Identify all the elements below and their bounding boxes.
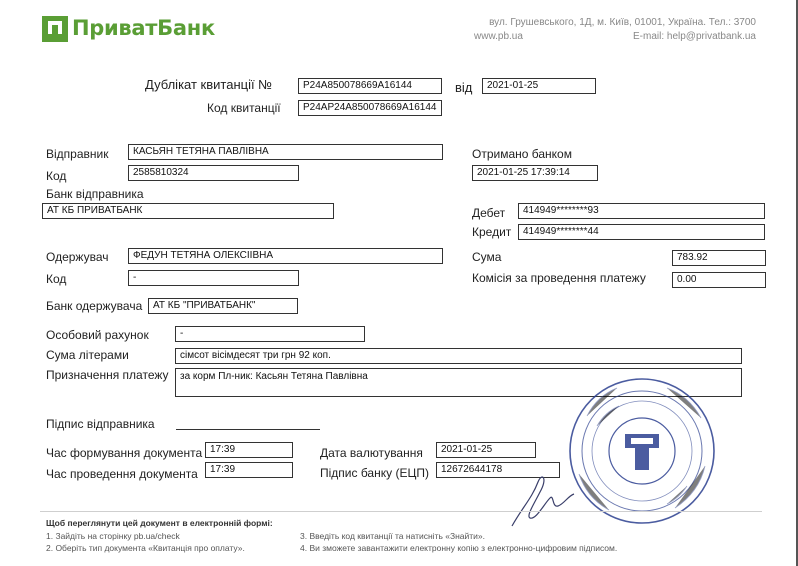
recipient-code-label: Код <box>46 272 67 286</box>
formed-time-label: Час формування документа <box>46 446 203 460</box>
signature-scribble-icon <box>508 468 578 530</box>
recipient-label: Одержувач <box>46 250 109 264</box>
footer-step-2: 2. Оберіть тип документа «Квитанція про оплату». <box>46 543 245 553</box>
processed-time-label: Час проведення документа <box>46 467 198 481</box>
purpose-field: за корм Пл-ник: Касьян Тетяна Павлівна <box>175 368 742 397</box>
bank-seal-icon <box>567 376 717 526</box>
receipt-code-field: P24AP24A850078669A16144 <box>298 100 442 116</box>
account-field: - <box>175 326 365 342</box>
sum-field: 783.92 <box>672 250 766 266</box>
footer-step-3: 3. Введіть код квитанції та натисніть «Знайти». <box>300 531 486 541</box>
formed-time-field: 17:39 <box>205 442 293 458</box>
sum-label: Сума <box>472 250 502 264</box>
commission-field: 0.00 <box>672 272 766 288</box>
bank-signature-field: 12672644178 <box>436 462 560 478</box>
received-label: Отримано банком <box>472 147 572 161</box>
sum-words-label: Сума літерами <box>46 348 129 362</box>
footer-step-1: 1. Зайдіть на сторінку pb.ua/check <box>46 531 180 541</box>
receipt-code-label: Код квитанції <box>207 101 281 115</box>
credit-label: Кредит <box>472 225 512 239</box>
value-date-label: Дата валютування <box>320 446 423 460</box>
sender-label: Відправник <box>46 147 109 161</box>
duplicate-label: Дублікат квитанції № <box>145 77 273 92</box>
sender-name-field: КАСЬЯН ТЕТЯНА ПАВЛІВНА <box>128 144 443 160</box>
recipient-code-field: - <box>128 270 299 286</box>
bank-logo <box>42 14 242 44</box>
bank-website: www.pb.ua <box>474 31 523 42</box>
commission-label: Комісія за проведення платежу <box>472 271 646 285</box>
debit-field: 414949********93 <box>518 203 765 219</box>
bank-logo-text: ПриватБанк <box>72 16 215 40</box>
footer-divider <box>40 511 762 512</box>
bank-signature-label: Підпис банку (ЕЦП) <box>320 466 429 480</box>
from-label: від <box>455 80 473 95</box>
sender-signature-label: Підпис відправника <box>46 417 155 431</box>
account-label: Особовий рахунок <box>46 328 149 342</box>
processed-time-field: 17:39 <box>205 462 293 478</box>
debit-label: Дебет <box>472 206 506 220</box>
sender-bank-label: Банк відправника <box>46 187 144 201</box>
privatbank-logo-icon <box>42 16 68 42</box>
credit-field: 414949********44 <box>518 224 765 240</box>
sender-signature-line <box>176 429 320 430</box>
received-datetime-field: 2021-01-25 17:39:14 <box>472 165 598 181</box>
sender-code-label: Код <box>46 169 67 183</box>
recipient-name-field: ФЕДУН ТЕТЯНА ОЛЕКСІІВНА <box>128 248 443 264</box>
recipient-bank-field: АТ КБ "ПРИВАТБАНК" <box>148 298 298 314</box>
sender-code-field: 2585810324 <box>128 165 299 181</box>
sum-words-field: сімсот вісімдесят три грн 92 коп. <box>175 348 742 364</box>
recipient-bank-label: Банк одержувача <box>46 299 143 313</box>
bank-address: вул. Грушевського, 1Д, м. Київ, 01001, Україна. Тел.: 3700 <box>489 17 756 28</box>
bank-email: E-mail: help@privatbank.ua <box>633 31 756 42</box>
duplicate-number-field: P24A850078669A16144 <box>298 78 442 94</box>
value-date-field: 2021-01-25 <box>436 442 536 458</box>
footer-step-4: 4. Ви зможете завантажити електронну копію з електронно-цифровим підписом. <box>300 543 618 553</box>
receipt-date-field: 2021-01-25 <box>482 78 596 94</box>
footer-title: Щоб переглянути цей документ в електронній формі: <box>46 518 273 528</box>
sender-bank-field: АТ КБ ПРИВАТБАНК <box>42 203 334 219</box>
purpose-label: Призначення платежу <box>46 368 169 382</box>
